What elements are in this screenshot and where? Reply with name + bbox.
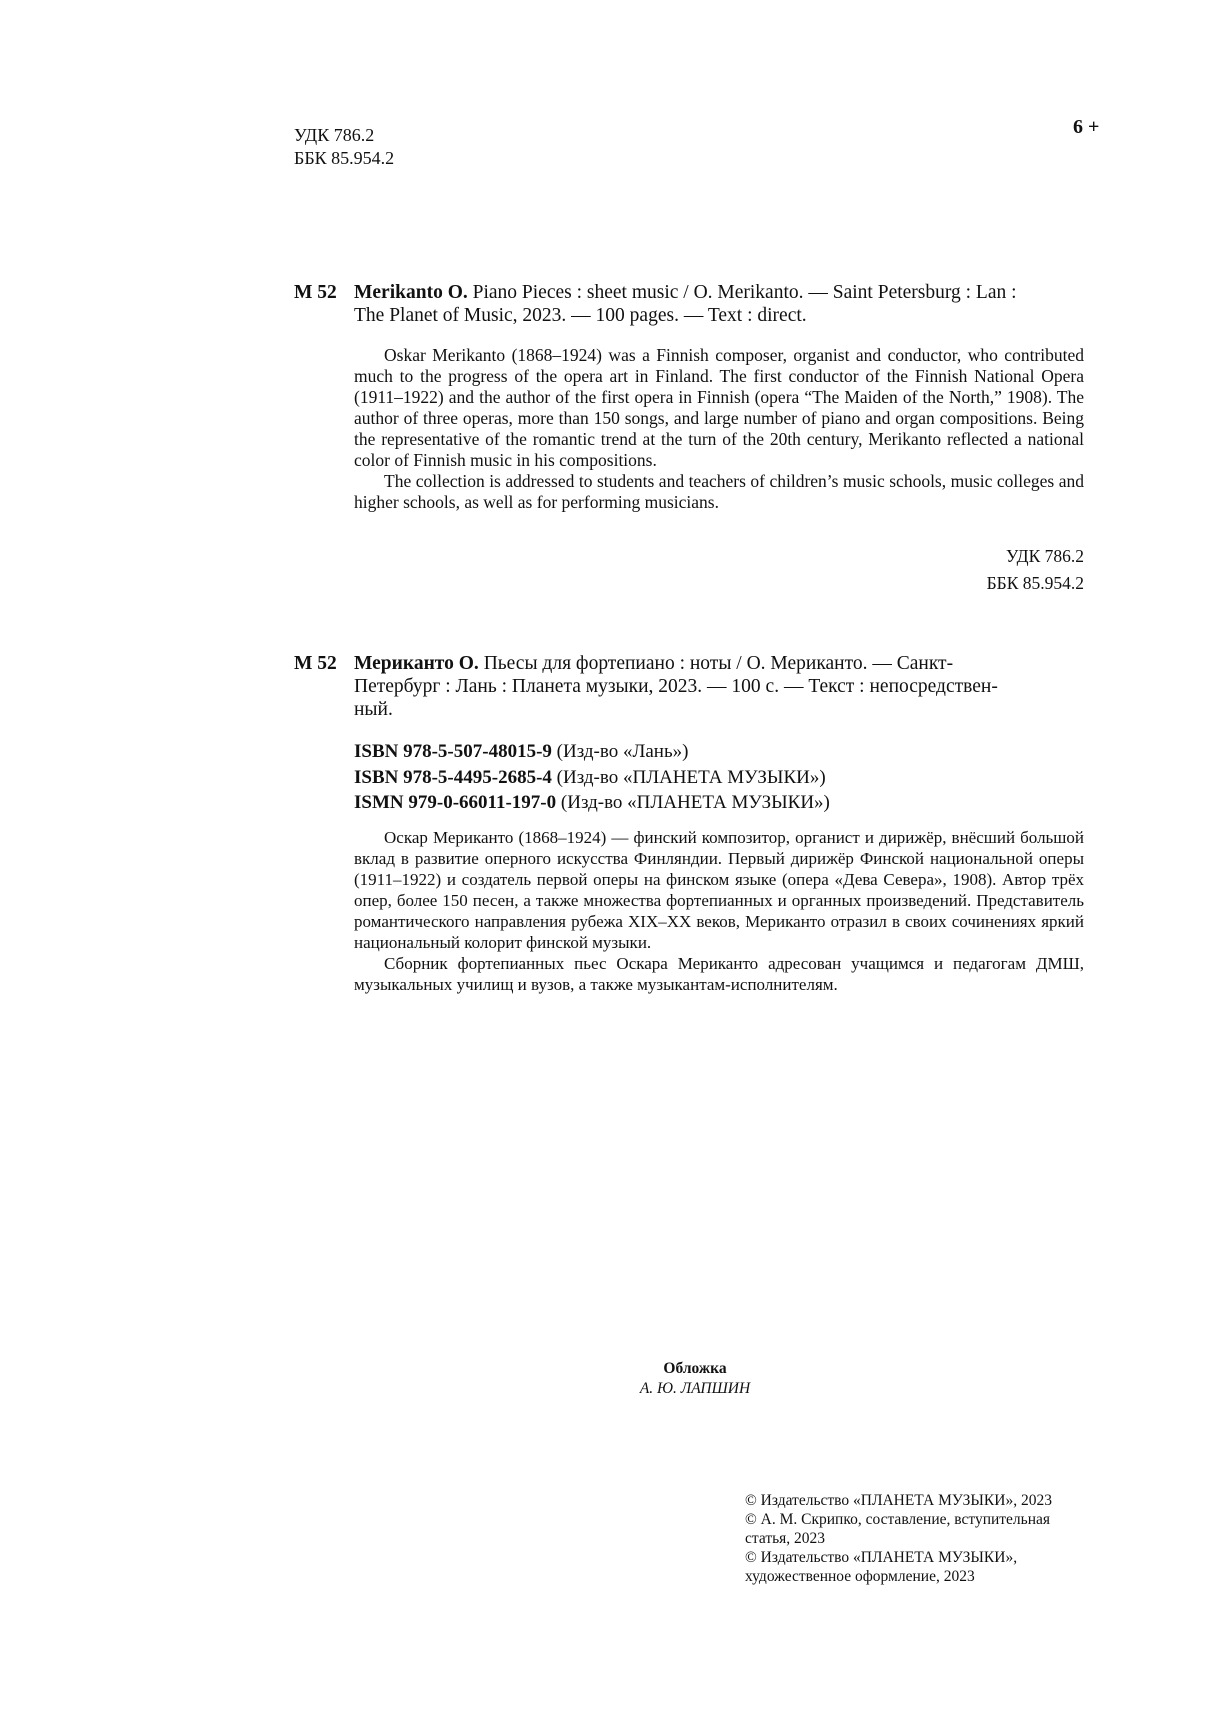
identifier-row xyxy=(354,739,830,765)
identifier-row xyxy=(354,765,830,791)
identifier-publisher: (Изд-во «ПЛАНЕТА МУЗЫКИ») xyxy=(560,792,830,813)
identifier-list xyxy=(354,739,830,816)
entry-author: Мериканто О. xyxy=(354,653,479,674)
identifier-publisher: (Изд-во «ПЛАНЕТА МУЗЫКИ») xyxy=(556,766,826,788)
isbn-number: ISBN 978-5-4495-2685-4 xyxy=(354,766,552,788)
bibliographic-entry-ru xyxy=(294,652,1084,721)
copyright-line: © А. М. Скрипко, составление, вступительная xyxy=(745,1511,1051,1528)
bibliographic-entry-en xyxy=(294,281,1084,327)
age-rating: 6 + xyxy=(1073,116,1100,138)
entry-author: Merikanto O. xyxy=(354,282,468,303)
copyright-line: статья, 2023 xyxy=(745,1530,826,1547)
identifier-publisher: (Изд-во «Лань») xyxy=(556,741,689,762)
copyright-line: художественное оформление, 2023 xyxy=(745,1568,975,1585)
cover-credit-name: А. Ю. ЛАПШИН xyxy=(639,1380,751,1397)
udk-code-right: УДК 786.2 xyxy=(1006,546,1084,566)
entry-line: ный. xyxy=(354,699,393,720)
entry-text: Piano Pieces : sheet music / O. Merikanto. — Saint Petersburg : Lan : xyxy=(472,282,1017,303)
entry-line xyxy=(294,281,1084,304)
copyright-line: © Издательство «ПЛАНЕТА МУЗЫКИ», 2023 xyxy=(745,1492,1052,1509)
bbk-code-right: ББК 85.954.2 xyxy=(986,573,1084,593)
annotation-paragraph: The collection is addressed to students and teachers of children’s music schools, music colleges and higher schools, as well as for performing musicians. xyxy=(354,471,1084,512)
entry-line xyxy=(294,652,1084,675)
udk-code: УДК 786.2 xyxy=(294,125,375,145)
annotation-paragraph: Оскар Мериканто (1868–1924) — финский композитор, органист и дирижёр, внёсший большой вклад в развитие оперного искусства Финляндии. Первый дирижёр Финской национальной оперы (1911–1922) и создатель первой оперы на финском языке (опера «Дева Севера», 1908). Автор трёх опер, более 150 песен, а также множества фортепианных и органных произведений. Представитель романтического направления рубежа XIX–XX веков, Мериканто отразил в своих сочинениях яркий национальный колорит финской музыки. xyxy=(354,828,1084,952)
classification-codes xyxy=(294,124,394,170)
copyright-line: © Издательство «ПЛАНЕТА МУЗЫКИ», xyxy=(745,1549,1018,1566)
cover-credit xyxy=(0,1359,1212,1399)
cover-credit-title: Обложка xyxy=(663,1360,727,1377)
copyright-block xyxy=(745,1491,1095,1586)
annotation-paragraph: Сборник фортепианных пьес Оскара Мериканто адресован учащимся и педагогам ДМШ, музыкальных училищ и вузов, а также музыкантам-исполнителям. xyxy=(354,954,1084,994)
author-sign: М 52 xyxy=(294,282,337,303)
author-sign: М 52 xyxy=(294,653,337,674)
isbn-number: ISBN 978-5-507-48015-9 xyxy=(354,741,552,762)
entry-line: The Planet of Music, 2023. — 100 pages. — Text : direct. xyxy=(354,305,807,326)
ismn-number: ISMN 979-0-66011-197-0 xyxy=(354,792,557,813)
annotation-paragraph: Oskar Merikanto (1868–1924) was a Finnish composer, organist and conductor, who contributed much to the progress of the opera art in Finland. The first conductor of the Finnish National Opera (1911–1922) and the author of the first opera in Finnish (opera “The Maiden of the North,” 1908). The author of three operas, more than 150 songs, and large number of piano and organ compositions. Being the representative of the romantic trend at the turn of the 20th century, Merikanto reflected a national color of Finnish music in his compositions. xyxy=(354,345,1084,470)
annotation-ru xyxy=(354,827,1084,995)
entry-text: Пьесы для фортепиано : ноты / О. Мериканто. — Санкт- xyxy=(483,653,954,674)
entry-line: Петербург : Лань : Планета музыки, 2023. — 100 с. — Текст : непосредствен- xyxy=(354,676,998,697)
bbk-code: ББК 85.954.2 xyxy=(294,148,395,168)
identifier-row xyxy=(354,790,830,816)
annotation-en xyxy=(354,345,1084,513)
